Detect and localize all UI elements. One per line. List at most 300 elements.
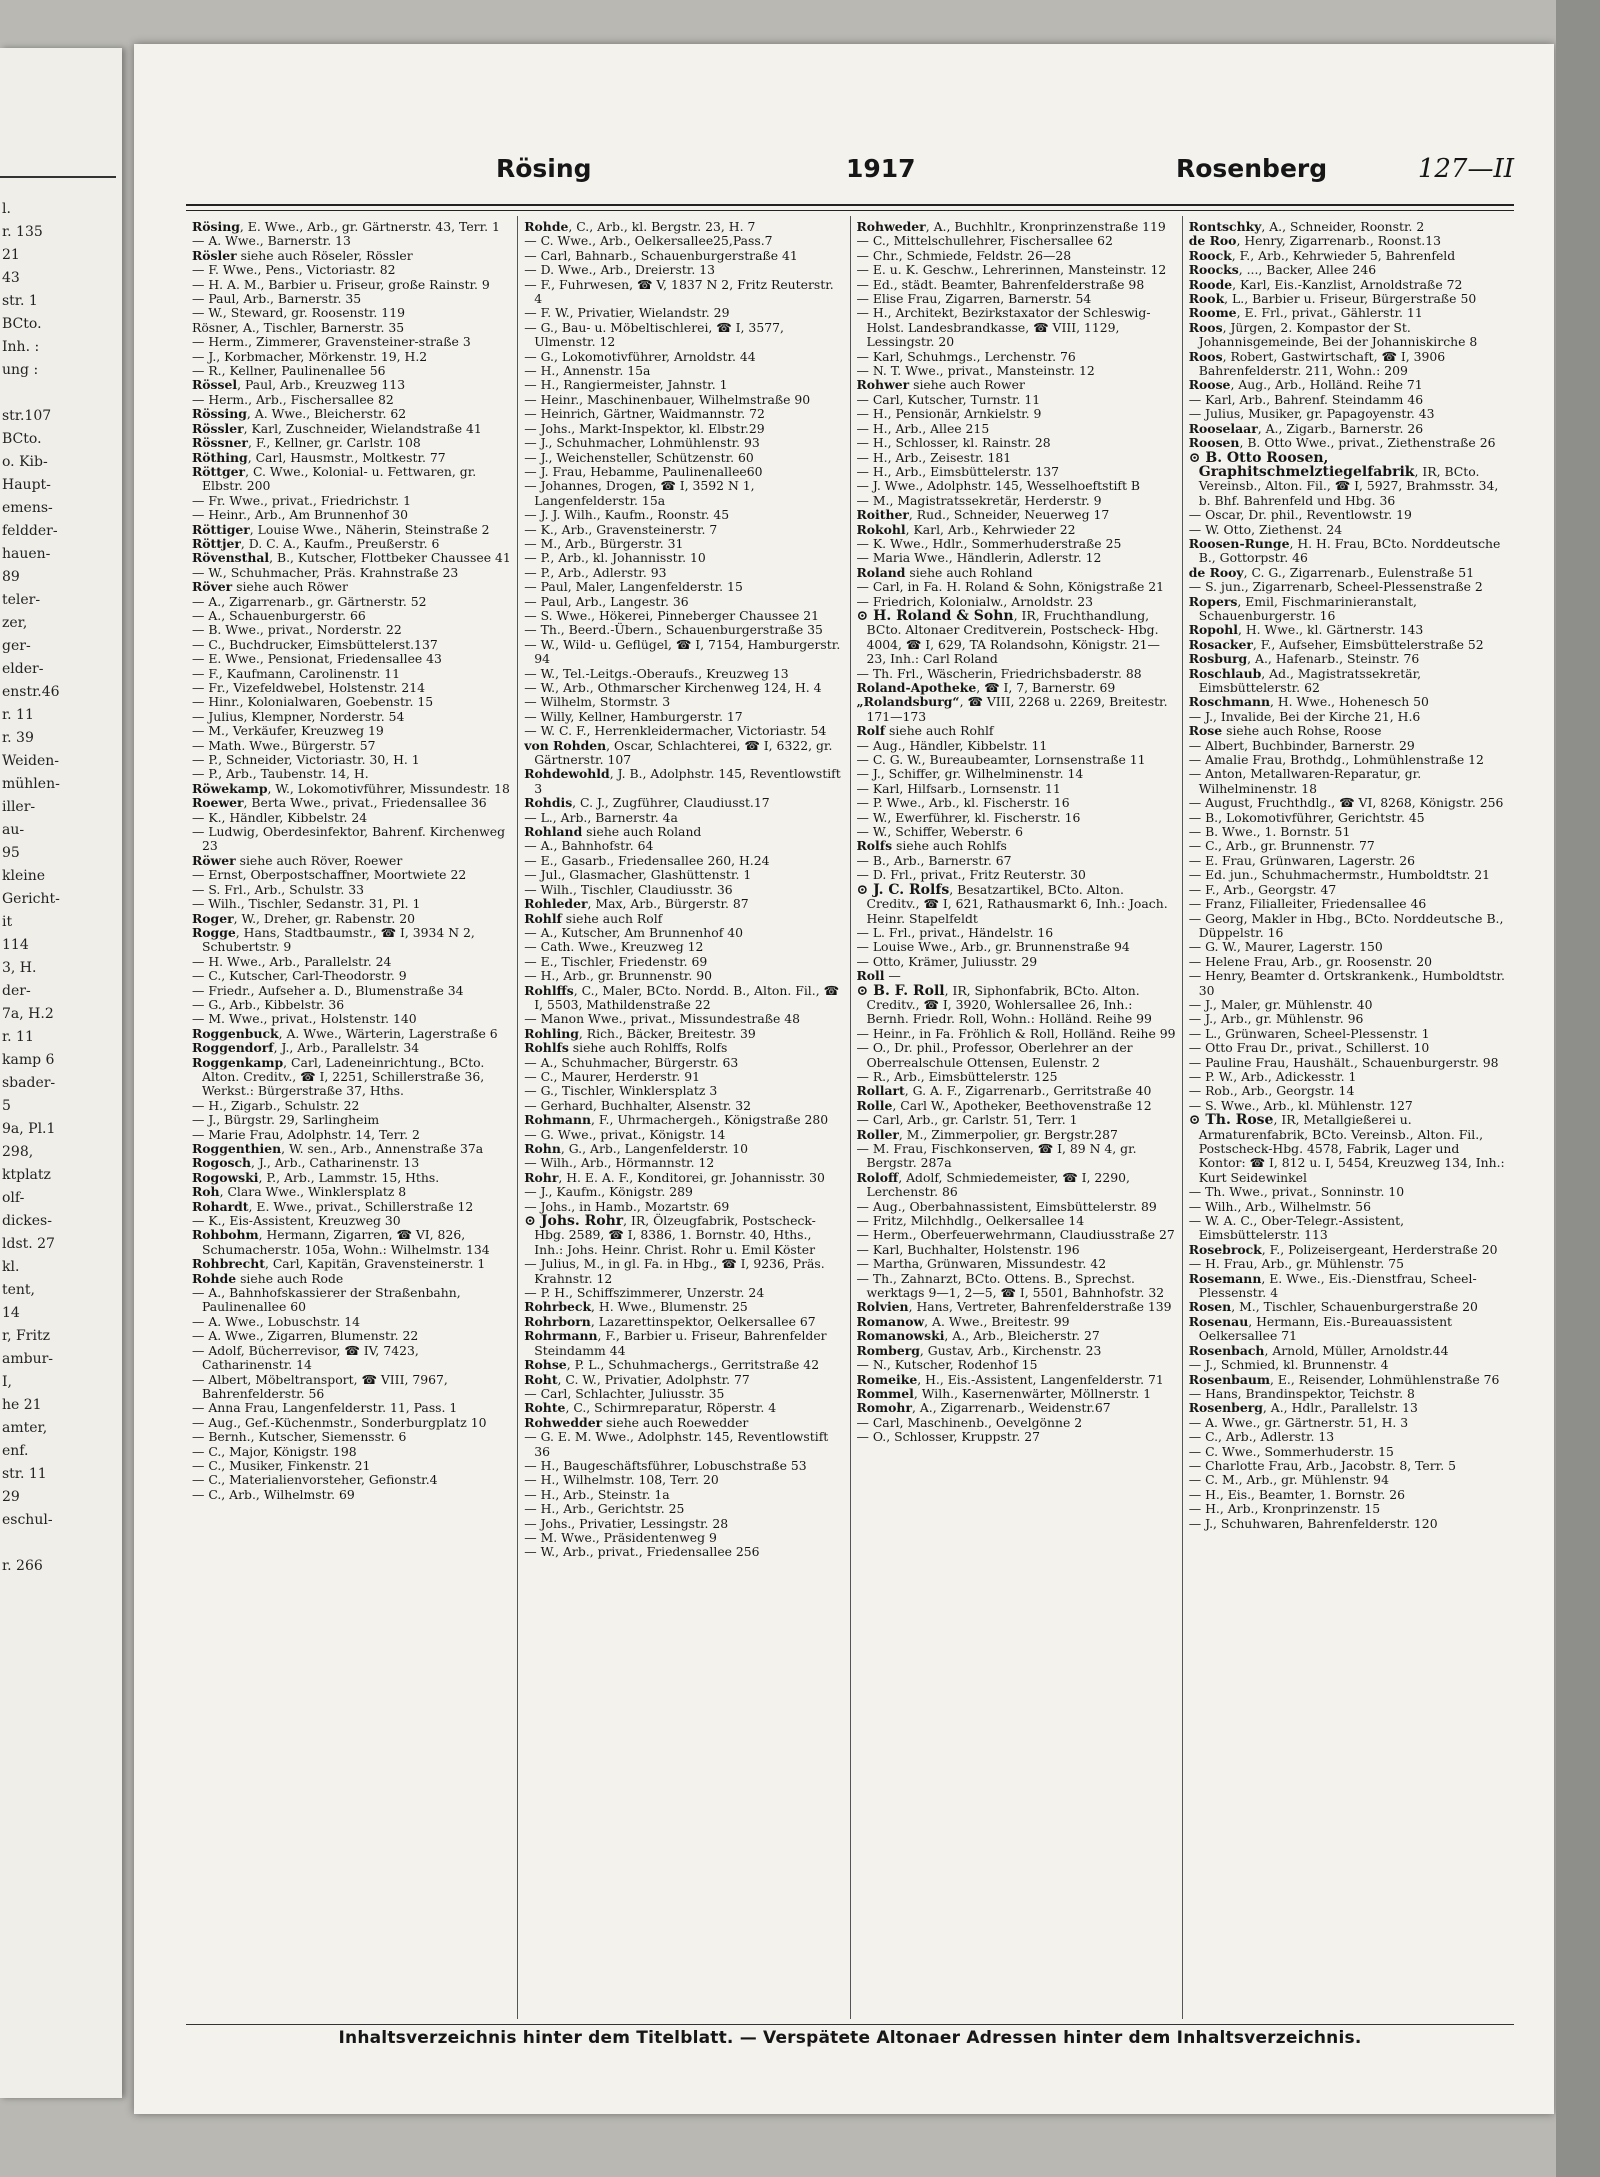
left-page-rule — [0, 176, 116, 178]
directory-entry: — Herm., Oberfeuerwehrmann, Claudiusstraße 27 — [856, 1227, 1175, 1243]
directory-entry: — Carl, Bahnarb., Schauenburgerstraße 41 — [524, 247, 798, 263]
directory-entry: — O., Dr. phil., Professor, Oberlehrer an der Oberrealschule Ottensen, Eulenstr. 2 — [856, 1040, 1133, 1070]
directory-entry: Rosen, M., Tischler, Schauenburgerstraße 20 — [1188, 1299, 1478, 1315]
directory-entry: de Rooy, C. G., Zigarrenarb., Eulenstraße 51 — [1188, 564, 1475, 580]
directory-entry: — P. H., Schiffszimmerer, Unzerstr. 24 — [524, 1285, 765, 1301]
directory-entry: de Roo, Henry, Zigarrenarb., Roonst.13 — [1188, 233, 1441, 249]
directory-entry: — F. W., Privatier, Wielandstr. 29 — [524, 305, 730, 321]
page-number: 127—II — [1417, 154, 1514, 184]
header-year: 1917 — [846, 154, 916, 183]
directory-entry: — J., Schuhwaren, Bahrenfelderstr. 120 — [1188, 1515, 1438, 1531]
directory-entry: Rohse, P. L., Schuhmachergs., Gerritstraße 42 — [524, 1357, 820, 1373]
directory-entry: Roode, Karl, Eis.-Kanzlist, Arnoldstraße 72 — [1188, 276, 1463, 292]
directory-entry: Roock, F., Arb., Kehrwieder 5, Bahrenfeld — [1188, 247, 1456, 263]
footer-note: Inhaltsverzeichnis hinter dem Titelblatt. — Verspätete Altonaer Adressen hinter dem Inhaltsverzeichnis. — [338, 2028, 1362, 2048]
directory-entry: Rohde, C., Arb., kl. Bergstr. 23, H. 7 — [524, 219, 756, 234]
directory-entry: — R., Kellner, Paulinenallee 56 — [192, 363, 386, 379]
directory-entry: Rohte, C., Schirmreparatur, Röperstr. 4 — [524, 1400, 777, 1416]
directory-entry: Rössner, F., Kellner, gr. Carlstr. 108 — [192, 435, 421, 451]
directory-entry: — S. Wwe., Hökerei, Pinneberger Chaussee 21 — [524, 607, 820, 623]
directory-entry: — J., Arb., gr. Mühlenstr. 96 — [1188, 1011, 1364, 1027]
directory-entry: — L., Arb., Barnerstr. 4a — [524, 809, 678, 825]
left-page-line: enf. — [2, 1443, 29, 1459]
directory-entry: — Carl, Schlachter, Juliusstr. 35 — [524, 1385, 725, 1401]
directory-entry: Roland-Apotheke, ☎ I, 7, Barnerstr. 69 — [856, 680, 1116, 695]
directory-entry: Roocks, ..., Backer, Allee 246 — [1188, 262, 1377, 278]
directory-entry: — Friedrich, Kolonialw., Arnoldstr. 23 — [856, 593, 1094, 609]
directory-entry: — C., Mittelschullehrer, Fischersallee 62 — [856, 233, 1113, 249]
directory-entry: Roland siehe auch Rohland — [856, 564, 1033, 580]
directory-entry: Ropohl, H. Wwe., kl. Gärtnerstr. 143 — [1188, 622, 1424, 638]
directory-entry: — Wilh., Tischler, Claudiusstr. 36 — [524, 881, 733, 897]
directory-entry: — W., Tel.-Leitgs.-Oberaufs., Kreuzweg 13 — [524, 665, 789, 681]
directory-entry: — Wilh., Arb., Hörmannstr. 12 — [524, 1155, 715, 1171]
directory-entry: — D. Frl., privat., Fritz Reuterstr. 30 — [856, 867, 1086, 883]
left-page-line: r. 266 — [2, 1558, 43, 1574]
left-page-line: 43 — [2, 270, 20, 286]
directory-entry: Rohr, H. E. A. F., Konditorei, gr. Johannisstr. 30 — [524, 1169, 825, 1185]
directory-entry: Roggenkamp, Carl, Ladeneinrichtung., BCto. Alton. Creditv., ☎ I, 2251, Schillerstraße 36, Werkst.: Bürgerstraße 37, Hths. — [192, 1054, 485, 1099]
left-page-line: 5 — [2, 1098, 11, 1114]
left-page-line: BCto. — [2, 431, 42, 447]
directory-entry: — Bernh., Kutscher, Siemensstr. 6 — [192, 1429, 407, 1445]
directory-entry: — H., Zigarb., Schulstr. 22 — [192, 1097, 360, 1113]
left-page-line: str.107 — [2, 408, 52, 424]
directory-entry: Rösing, E. Wwe., Arb., gr. Gärtnerstr. 43, Terr. 1 — [192, 219, 500, 234]
directory-entry: — E., Tischler, Friedenstr. 69 — [524, 953, 708, 969]
header-rule — [186, 204, 1514, 206]
directory-entry: — A., Zigarrenarb., gr. Gärtnerstr. 52 — [192, 593, 427, 609]
directory-entry: — J., Schiffer, gr. Wilhelminenstr. 14 — [856, 766, 1084, 782]
directory-entry: — Hans, Brandinspektor, Teichstr. 8 — [1188, 1385, 1415, 1401]
left-page-line: I, — [2, 1374, 12, 1390]
directory-entry: — A. Wwe., Barnerstr. 13 — [192, 233, 351, 249]
directory-entry: — Anton, Metallwaren-Reparatur, gr. Wilhelminenstr. 18 — [1188, 766, 1422, 796]
directory-entry: — H., Pensionär, Arnkielstr. 9 — [856, 406, 1042, 422]
directory-entry: — Paul, Arb., Barnerstr. 35 — [192, 291, 362, 307]
directory-entry: Roewer, Berta Wwe., privat., Friedensallee 36 — [192, 795, 487, 811]
left-page-line: 21 — [2, 247, 20, 263]
directory-entry: — August, Fruchthdlg., ☎ VI, 8268, Königstr. 256 — [1188, 795, 1504, 811]
directory-page — [134, 44, 1554, 2114]
left-page-line: Weiden- — [2, 753, 60, 769]
directory-entry: — H., Arb., Gerichtstr. 25 — [524, 1501, 685, 1517]
directory-entry: — B. Wwe., privat., Norderstr. 22 — [192, 622, 402, 638]
directory-entry: Roller, M., Zimmerpolier, gr. Bergstr.287 — [856, 1126, 1118, 1142]
directory-entry: — Rob., Arb., Georgstr. 14 — [1188, 1083, 1355, 1099]
directory-entry: — Otto, Krämer, Juliusstr. 29 — [856, 953, 1038, 969]
directory-entry: — A. Wwe., Zigarren, Blumenstr. 22 — [192, 1328, 419, 1344]
directory-entry: — H., Architekt, Bezirkstaxator der Schleswig-Holst. Landesbrandkasse, ☎ VIII, 1129, Lessingstr. 20 — [856, 305, 1151, 350]
left-page-line: 3, H. — [2, 960, 37, 976]
directory-entry: Rokohl, Karl, Arb., Kehrwieder 22 — [856, 521, 1076, 537]
directory-entry: — C., Arb., Wilhelmstr. 69 — [192, 1486, 355, 1502]
directory-entry: — W., Schiffer, Weberstr. 6 — [856, 824, 1024, 840]
directory-entry: — Carl, in Fa. H. Roland & Sohn, Königstraße 21 — [856, 579, 1165, 595]
directory-entry: — M. Wwe., privat., Holstenstr. 140 — [192, 1011, 417, 1027]
directory-entry: — Johs., Privatier, Lessingstr. 28 — [524, 1515, 729, 1531]
directory-entry: — Franz, Filialleiter, Friedensallee 46 — [1188, 896, 1427, 912]
directory-entry: Roht, C. W., Privatier, Adolphstr. 77 — [524, 1371, 750, 1387]
left-page-line: teler- — [2, 592, 41, 608]
directory-entry: Rohrmann, F., Barbier u. Friseur, Bahrenfelder Steindamm 44 — [524, 1328, 827, 1358]
directory-entry: — Julius, Klempner, Norderstr. 54 — [192, 708, 405, 724]
directory-entry: — Herm., Arb., Fischersallee 82 — [192, 391, 394, 407]
directory-entry: — Fr. Wwe., privat., Friedrichstr. 1 — [192, 492, 412, 508]
directory-entry: — J., Bürgstr. 29, Sarlingheim — [192, 1112, 380, 1128]
left-page-line: 89 — [2, 569, 20, 585]
directory-entry: — K. Wwe., Hdlr., Sommerhuderstraße 25 — [856, 535, 1122, 551]
page-header — [186, 154, 1514, 196]
directory-entry: — Gerhard, Buchhalter, Alsenstr. 32 — [524, 1097, 752, 1113]
directory-entry: — J., Maler, gr. Mühlenstr. 40 — [1188, 996, 1373, 1012]
column-2 — [518, 216, 850, 2019]
directory-entry: Rohdewohld, J. B., Adolphstr. 145, Reventlowstift 3 — [524, 766, 841, 796]
directory-entry: — D. Wwe., Arb., Dreierstr. 13 — [524, 262, 716, 278]
left-page-line: au- — [2, 822, 25, 838]
directory-entry: — G., Lokomotivführer, Arnoldstr. 44 — [524, 348, 756, 364]
directory-entry: — M., Verkäufer, Kreuzweg 19 — [192, 723, 384, 739]
directory-entry: — Elise Frau, Zigarren, Barnerstr. 54 — [856, 291, 1092, 307]
directory-entry: Roschmann, H. Wwe., Hohenesch 50 — [1188, 694, 1429, 710]
directory-entry: — H. Wwe., Arb., Parallelstr. 24 — [192, 953, 392, 969]
left-page-line: ger- — [2, 638, 31, 654]
directory-entry: — Th. Wwe., privat., Sonninstr. 10 — [1188, 1184, 1405, 1200]
left-page-line: elder- — [2, 661, 44, 677]
directory-entry: — Julius, M., in gl. Fa. in Hbg., ☎ I, 9236, Präs. Krahnstr. 12 — [524, 1256, 825, 1286]
directory-entry: — Heinrich, Gärtner, Waidmannstr. 72 — [524, 406, 765, 422]
directory-entry: Roll — — [856, 968, 901, 984]
directory-entry: — Charlotte Frau, Arb., Jacobstr. 8, Terr. 5 — [1188, 1457, 1456, 1473]
directory-entry: — C. G. W., Bureaubeamter, Lornsenstraße 11 — [856, 752, 1146, 768]
directory-entry: Röttjer, D. C. A., Kaufm., Preußerstr. 6 — [192, 535, 440, 551]
directory-entry: — W., Schuhmacher, Präs. Krahnstraße 23 — [192, 564, 459, 580]
directory-entry: — H., Arb., Kronprinzenstr. 15 — [1188, 1501, 1381, 1517]
directory-entry: — Ed. jun., Schuhmachermstr., Humboldtstr. 21 — [1188, 867, 1491, 883]
directory-entry: Romohr, A., Zigarrenarb., Weidenstr.67 — [856, 1400, 1111, 1416]
directory-entry: Roggenthien, W. sen., Arb., Annenstraße 37a — [192, 1141, 484, 1156]
directory-entry: — P., Arb., Adlerstr. 93 — [524, 564, 667, 580]
directory-entry: — C., Arb., gr. Brunnenstr. 77 — [1188, 838, 1375, 854]
directory-entry: Romanowski, A., Arb., Bleicherstr. 27 — [856, 1328, 1100, 1344]
left-page-line: Gericht- — [2, 891, 60, 907]
directory-entry: — B., Lokomotivführer, Gerichtstr. 45 — [1188, 809, 1425, 825]
directory-entry: — A. Wwe., gr. Gärtnerstr. 51, H. 3 — [1188, 1414, 1409, 1430]
directory-entry: — Chr., Schmiede, Feldstr. 26—28 — [856, 247, 1072, 263]
directory-entry: — Carl, Maschinenb., Oevelgönne 2 — [856, 1414, 1083, 1430]
left-page-line: 7a, H.2 — [2, 1006, 54, 1022]
left-page-line: r. 11 — [2, 1029, 34, 1045]
directory-entry: Roggenbuck, A. Wwe., Wärterin, Lagerstraße 6 — [192, 1025, 498, 1041]
directory-entry: — M. Frau, Fischkonserven, ☎ I, 89 N 4, gr. Bergstr. 287a — [856, 1141, 1137, 1171]
directory-entry: Rösner, A., Tischler, Barnerstr. 35 — [192, 319, 405, 335]
directory-entry: Rohling, Rich., Bäcker, Breitestr. 39 — [524, 1025, 756, 1041]
left-page-line: amter, — [2, 1420, 48, 1436]
left-page-line: iller- — [2, 799, 36, 815]
left-page-line: 29 — [2, 1489, 20, 1505]
directory-entry: — A., Schuhmacher, Bürgerstr. 63 — [524, 1054, 739, 1070]
directory-entry: Roschlaub, Ad., Magistratssekretär, Eimsbüttelerstr. 62 — [1188, 665, 1422, 695]
directory-entry: — Ed., städt. Beamter, Bahrenfelderstraße 98 — [856, 276, 1145, 292]
directory-entry: Romberg, Gustav, Arb., Kirchenstr. 23 — [856, 1342, 1102, 1358]
left-page-line: 298, — [2, 1144, 34, 1160]
directory-entry: Rohmann, F., Uhrmachergeh., Königstraße 280 — [524, 1112, 829, 1128]
header-first-name: Rösing — [496, 154, 592, 183]
directory-entry: Roos, Jürgen, 2. Kompastor der St. Johannisgemeinde, Bei der Johanniskirche 8 — [1188, 319, 1478, 350]
directory-entry: — J., Invalide, Bei der Kirche 21, H.6 — [1188, 708, 1421, 724]
directory-entry: Rohdis, C. J., Zugführer, Claudiusst.17 — [524, 795, 770, 811]
left-page-line — [0, 1532, 60, 1555]
directory-entry: Rommel, Wilh., Kasernenwärter, Möllnerstr. 1 — [856, 1385, 1152, 1401]
directory-entry: — H., Wilhelmstr. 108, Terr. 20 — [524, 1472, 719, 1488]
directory-entry: — Heinr., Maschinenbauer, Wilhelmstraße 90 — [524, 391, 811, 407]
directory-entry: — A., Schauenburgerstr. 66 — [192, 607, 366, 623]
directory-entry: — Maria Wwe., Händlerin, Adlerstr. 12 — [856, 550, 1102, 566]
directory-entry: — C., Buchdrucker, Eimsbüttelerst.137 — [192, 636, 438, 652]
left-page-line: ambur- — [2, 1351, 54, 1367]
directory-entry: — Oscar, Dr. phil., Reventlowstr. 19 — [1188, 507, 1412, 523]
column-3 — [851, 216, 1183, 2019]
directory-entry: Roh, Clara Wwe., Winklersplatz 8 — [192, 1184, 407, 1200]
directory-entry: — J., Schuhmacher, Lohmühlenstr. 93 — [524, 435, 760, 451]
left-page-line: zer, — [2, 615, 28, 631]
left-page-line: ktplatz — [2, 1167, 51, 1183]
left-page-line: 114 — [2, 937, 29, 953]
directory-entry: — J., Korbmacher, Mörkenstr. 19, H.2 — [192, 348, 428, 364]
directory-entry: — G., Tischler, Winklersplatz 3 — [524, 1083, 718, 1099]
left-page-line: str. 1 — [2, 293, 38, 309]
left-page-line: der- — [2, 983, 31, 999]
directory-entry: — Fr., Vizefeldwebel, Holstenstr. 214 — [192, 680, 426, 695]
directory-entry: — Johs., in Hamb., Mozartstr. 69 — [524, 1198, 730, 1214]
left-page-line: r. 135 — [2, 224, 43, 240]
directory-entry: — Louise Wwe., Arb., gr. Brunnenstraße 94 — [856, 939, 1130, 955]
directory-entry: — Karl, Arb., Bahrenf. Steindamm 46 — [1188, 391, 1424, 407]
directory-entry: — G. E. M. Wwe., Adolphstr. 145, Reventlowstift 36 — [524, 1429, 829, 1459]
directory-entry: — Julius, Musiker, gr. Papagoyenstr. 43 — [1188, 406, 1435, 422]
directory-entry: Rosenbach, Arnold, Müller, Arnoldstr.44 — [1188, 1342, 1449, 1358]
directory-entry: — C., Kutscher, Carl-Theodorstr. 9 — [192, 968, 407, 984]
left-page-line: 14 — [2, 1305, 20, 1321]
directory-entry: — Helene Frau, Arb., gr. Roosenstr. 20 — [1188, 953, 1432, 969]
directory-entry: — Johs., Markt-Inspektor, kl. Elbstr.29 — [524, 420, 765, 436]
directory-entry: — H., Baugeschäftsführer, Lobuschstraße 53 — [524, 1457, 807, 1473]
directory-entry: Rolfs siehe auch Rohlfs — [856, 838, 1007, 854]
directory-entry: — H., Schlosser, kl. Rainstr. 28 — [856, 435, 1051, 451]
left-page-line: hauen- — [2, 546, 51, 562]
directory-entry: — W. C. F., Herrenkleidermacher, Victoriastr. 54 — [524, 723, 827, 739]
left-page-line: sbader- — [2, 1075, 56, 1091]
directory-entry: Rohland siehe auch Roland — [524, 824, 702, 840]
directory-entry: — F., Arb., Georgstr. 47 — [1188, 881, 1337, 897]
directory-entry: Rössler, Karl, Zuschneider, Wielandstraße 41 — [192, 420, 482, 436]
directory-entry: Rosemann, E. Wwe., Eis.-Dienstfrau, Scheel-Plessenstr. 4 — [1188, 1270, 1477, 1301]
directory-entry: — Paul, Arb., Langestr. 36 — [524, 593, 689, 609]
directory-entry: Roither, Rud., Schneider, Neuerweg 17 — [856, 507, 1110, 523]
directory-entry: Roosen-Runge, H. H. Frau, BCto. Norddeutsche B., Gottorpstr. 46 — [1188, 535, 1501, 566]
directory-entry: — N., Kutscher, Rodenhof 15 — [856, 1357, 1038, 1373]
left-page-line: olf- — [2, 1190, 25, 1206]
directory-entry: — P., Arb., Taubenstr. 14, H. — [192, 766, 369, 782]
directory-entry: Rogowski, P., Arb., Lammstr. 15, Hths. — [192, 1169, 440, 1185]
left-page-line: feldder- — [2, 523, 58, 539]
directory-entry: — H., Rangiermeister, Jahnstr. 1 — [524, 377, 728, 393]
directory-entry: — N. T. Wwe., privat., Mansteinstr. 12 — [856, 363, 1095, 379]
directory-entry: Rohwer siehe auch Rower — [856, 377, 1025, 393]
directory-entry: Roome, E. Frl., privat., Gählerstr. 11 — [1188, 305, 1423, 321]
left-page-line: eschul- — [2, 1512, 53, 1528]
directory-entry: ⊙ J. C. Rolfs, Besatzartikel, BCto. Alton. Creditv., ☎ I, 621, Rathausmarkt 6, Inh.: Joach. Heinr. Stapelfeldt — [856, 881, 1168, 926]
directory-entry: — Marie Frau, Adolphstr. 14, Terr. 2 — [192, 1126, 420, 1142]
left-page-line: Inh. : — [2, 339, 40, 355]
directory-entry: Röthing, Carl, Hausmstr., Moltkestr. 77 — [192, 449, 446, 465]
directory-entry: Roosen, B. Otto Wwe., privat., Ziethenstraße 26 — [1188, 435, 1496, 451]
directory-entry: Rosenbaum, E., Reisender, Lohmühlenstraße 76 — [1188, 1371, 1500, 1387]
directory-entry: — Herm., Zimmerer, Gravensteiner-straße 3 — [192, 334, 471, 350]
left-page-line: Haupt- — [2, 477, 51, 493]
directory-entry: — Willy, Kellner, Hamburgerstr. 17 — [524, 708, 743, 724]
directory-entry: Rohlf siehe auch Rolf — [524, 910, 663, 926]
directory-entry: — J. Wwe., Adolphstr. 145, Wesselhoeftstift B — [856, 478, 1141, 494]
directory-entry: — C., Maurer, Herderstr. 91 — [524, 1068, 700, 1084]
left-page-line: emens- — [2, 500, 53, 516]
directory-entry: Rooselaar, A., Zigarb., Barnerstr. 26 — [1188, 420, 1424, 436]
directory-entry: — Aug., Oberbahnassistent, Eimsbüttelerstr. 89 — [856, 1198, 1157, 1214]
directory-entry: — J., Schmied, kl. Brunnenstr. 4 — [1188, 1357, 1389, 1373]
directory-entry: Rolf siehe auch Rohlf — [856, 723, 994, 739]
directory-entry: Romanow, A. Wwe., Breitestr. 99 — [856, 1313, 1070, 1329]
directory-entry: — Heinr., Arb., Am Brunnenhof 30 — [192, 507, 409, 523]
directory-entry: „Rolandsburg“, ☎ VIII, 2268 u. 2269, Breitestr. 171—173 — [856, 694, 1168, 724]
directory-entry: Rohardt, E. Wwe., privat., Schillerstraße 12 — [192, 1198, 474, 1214]
directory-entry: Röwer siehe auch Röver, Roewer — [192, 852, 403, 868]
directory-entry: Rook, L., Barbier u. Friseur, Bürgerstraße 50 — [1188, 291, 1477, 307]
directory-entry: — P. Wwe., Arb., kl. Fischerstr. 16 — [856, 795, 1070, 811]
directory-entry: — E. Frau, Grünwaren, Lagerstr. 26 — [1188, 852, 1415, 868]
directory-entry: — W., Arb., Othmarscher Kirchenweg 124, H. 4 — [524, 680, 822, 695]
column-1 — [186, 216, 518, 2019]
directory-entry: Rogosch, J., Arb., Catharinenstr. 13 — [192, 1155, 420, 1171]
directory-entry: — H. A. M., Barbier u. Friseur, große Rainstr. 9 — [192, 276, 490, 292]
directory-entry: — Hinr., Kolonialwaren, Goebenstr. 15 — [192, 694, 434, 710]
left-page-line: kamp 6 — [2, 1052, 55, 1068]
directory-entry: — W., Steward, gr. Roosenstr. 119 — [192, 305, 405, 321]
directory-entry: — G. W., Maurer, Lagerstr. 150 — [1188, 939, 1383, 955]
directory-entry: — Th., Beerd.-Übern., Schauenburgerstraße 35 — [524, 622, 823, 638]
directory-entry: — S. Wwe., Arb., kl. Mühlenstr. 127 — [1188, 1097, 1413, 1113]
directory-entry: — Georg, Makler in Hbg., BCto. Norddeutsche B., Düppelstr. 16 — [1188, 910, 1504, 940]
directory-entry: — W., Arb., privat., Friedensallee 256 — [524, 1544, 760, 1560]
directory-entry: — Th., Zahnarzt, BCto. Ottens. B., Sprechst. werktags 9—1, 2—5, ☎ I, 5501, Bahnhofstr. 32 — [856, 1270, 1165, 1301]
directory-entry: — W. A. C., Ober-Telegr.-Assistent, Eimsbüttelerstr. 113 — [1188, 1213, 1405, 1243]
directory-entry: — Otto Frau Dr., privat., Schillerst. 10 — [1188, 1040, 1430, 1056]
left-page-text — [0, 198, 60, 1578]
directory-entry: — G., Bau- u. Möbeltischlerei, ☎ I, 3577, Ulmenstr. 12 — [524, 319, 784, 350]
directory-entry: — Albert, Buchbinder, Barnerstr. 29 — [1188, 737, 1415, 753]
directory-entry: — Karl, Buchhalter, Holstenstr. 196 — [856, 1241, 1080, 1257]
directory-entry: — M., Arb., Bürgerstr. 31 — [524, 535, 684, 551]
directory-entry: Rollart, G. A. F., Zigarrenarb., Gerritstraße 40 — [856, 1083, 1152, 1099]
directory-entry: — J., Kaufm., Königstr. 289 — [524, 1184, 693, 1200]
directory-entry: Rosenau, Hermann, Eis.-Bureauassistent Oelkersallee 71 — [1188, 1313, 1453, 1344]
directory-entry: — B., Arb., Barnerstr. 67 — [856, 852, 1012, 868]
directory-entry: — L. Frl., privat., Händelstr. 16 — [856, 924, 1054, 940]
directory-entry: Rösler siehe auch Röseler, Rössler — [192, 247, 413, 263]
directory-entry: — Th. Frl., Wäscherin, Friedrichsbaderstr. 88 — [856, 665, 1142, 681]
directory-entry: — S. Frl., Arb., Schulstr. 33 — [192, 881, 365, 897]
directory-entry: — C., Major, Königstr. 198 — [192, 1443, 357, 1459]
directory-entry: Rose siehe auch Rohse, Roose — [1188, 723, 1382, 739]
directory-entry: — K., Arb., Gravensteinerstr. 7 — [524, 521, 718, 537]
directory-entry: — E. Wwe., Pensionat, Friedensallee 43 — [192, 651, 442, 667]
directory-entry: — E. u. K. Geschw., Lehrerinnen, Mansteinstr. 12 — [856, 262, 1167, 278]
left-page-line: kleine — [2, 868, 46, 884]
directory-entry: Roose, Aug., Arb., Holländ. Reihe 71 — [1188, 377, 1423, 393]
directory-entry: — F. Wwe., Pens., Victoriastr. 82 — [192, 262, 396, 278]
left-page-line: ldst. 27 — [2, 1236, 55, 1252]
directory-entry: — Amalie Frau, Brothdg., Lohmühlenstraße 12 — [1188, 752, 1484, 768]
directory-entry: Roos, Robert, Gastwirtschaft, ☎ I, 3906 Bahrenfelderstr. 211, Wohn.: 209 — [1188, 348, 1446, 379]
directory-entry: — W., Ewerführer, kl. Fischerstr. 16 — [856, 809, 1081, 825]
directory-entry: Rolle, Carl W., Apotheker, Beethovenstraße 12 — [856, 1097, 1152, 1113]
directory-entry: Rohleder, Max, Arb., Bürgerstr. 87 — [524, 896, 749, 912]
directory-entry: — S. jun., Zigarrenarb, Scheel-Plessenstraße 2 — [1188, 579, 1483, 595]
directory-entry: — Heinr., in Fa. Fröhlich & Roll, Holländ. Reihe 99 — [856, 1025, 1176, 1041]
directory-entry: — Ernst, Oberpostschaffner, Moortwiete 22 — [192, 867, 467, 883]
directory-entry: — Carl, Kutscher, Turnstr. 11 — [856, 391, 1041, 407]
directory-entry: — A., Bahnhofskassierer der Straßenbahn, Paulinenallee 60 — [192, 1285, 461, 1315]
directory-entry: Röver siehe auch Röwer — [192, 579, 348, 595]
directory-entry: — R., Arb., Eimsbüttelerstr. 125 — [856, 1068, 1058, 1084]
directory-entry: — C. M., Arb., gr. Mühlenstr. 94 — [1188, 1472, 1389, 1488]
directory-entry: — Karl, Hilfsarb., Lornsenstr. 11 — [856, 780, 1061, 796]
directory-entry: — Ludwig, Oberdesinfektor, Bahrenf. Kirchenweg 23 — [192, 824, 506, 854]
directory-entry: — J. J. Wilh., Kaufm., Roonstr. 45 — [524, 507, 730, 523]
directory-entry: — W., Wild- u. Geflügel, ☎ I, 7154, Hamburgerstr. 94 — [524, 636, 841, 667]
directory-entry: Rosacker, F., Aufseher, Eimsbüttelerstraße 52 — [1188, 636, 1484, 652]
directory-entry: — Adolf, Bücherrevisor, ☎ IV, 7423, Catharinenstr. 14 — [192, 1342, 419, 1373]
left-page-line: kl. — [2, 1259, 20, 1275]
directory-entry: — Paul, Maler, Langenfelderstr. 15 — [524, 579, 743, 595]
header-rule-thin — [186, 210, 1514, 211]
directory-entry: — H., Eis., Beamter, 1. Bornstr. 26 — [1188, 1486, 1405, 1502]
directory-entry: — C. Wwe., Sommerhuderstr. 15 — [1188, 1443, 1394, 1459]
directory-entry: Rohbohm, Hermann, Zigarren, ☎ VI, 826, Schumacherstr. 105a, Wohn.: Wilhelmstr. 134 — [192, 1227, 490, 1257]
directory-entry: Röttger, C. Wwe., Kolonial- u. Fettwaren, gr. Elbstr. 200 — [192, 463, 477, 494]
directory-entry: — A., Kutscher, Am Brunnenhof 40 — [524, 924, 743, 940]
column-4 — [1183, 216, 1514, 2019]
directory-entry: Rohrbeck, H. Wwe., Blumenstr. 25 — [524, 1299, 748, 1315]
directory-entry: Rohwedder siehe auch Roewedder — [524, 1414, 749, 1430]
directory-entry: — A. Wwe., Lobuschstr. 14 — [192, 1313, 361, 1329]
directory-entry: — O., Schlosser, Kruppstr. 27 — [856, 1429, 1040, 1445]
directory-entry: — C., Arb., Adlerstr. 13 — [1188, 1429, 1335, 1445]
directory-entry: — Wilh., Tischler, Sedanstr. 31, Pl. 1 — [192, 896, 421, 912]
directory-entry: — Karl, Schuhmgs., Lerchenstr. 76 — [856, 348, 1076, 364]
directory-entry: — H., Arb., Zeisestr. 181 — [856, 449, 1012, 465]
left-page-line: tent, — [2, 1282, 36, 1298]
directory-entry: — Cath. Wwe., Kreuzweg 12 — [524, 939, 704, 955]
directory-entry: — B. Wwe., 1. Bornstr. 51 — [1188, 824, 1351, 840]
directory-entry: — Aug., Gef.-Küchenmstr., Sonderburgplatz 10 — [192, 1414, 487, 1430]
directory-entry: Romeike, H., Eis.-Assistent, Langenfelderstr. 71 — [856, 1371, 1164, 1387]
left-page-line: r. 39 — [2, 730, 34, 746]
left-page-line: o. Kib- — [2, 454, 48, 470]
left-page-line: it — [2, 914, 13, 930]
directory-entry: — P., Schneider, Victoriastr. 30, H. 1 — [192, 752, 420, 768]
header-last-name: Rosenberg — [1176, 154, 1328, 183]
directory-entry: — Friedr., Aufseher a. D., Blumenstraße 34 — [192, 982, 464, 998]
